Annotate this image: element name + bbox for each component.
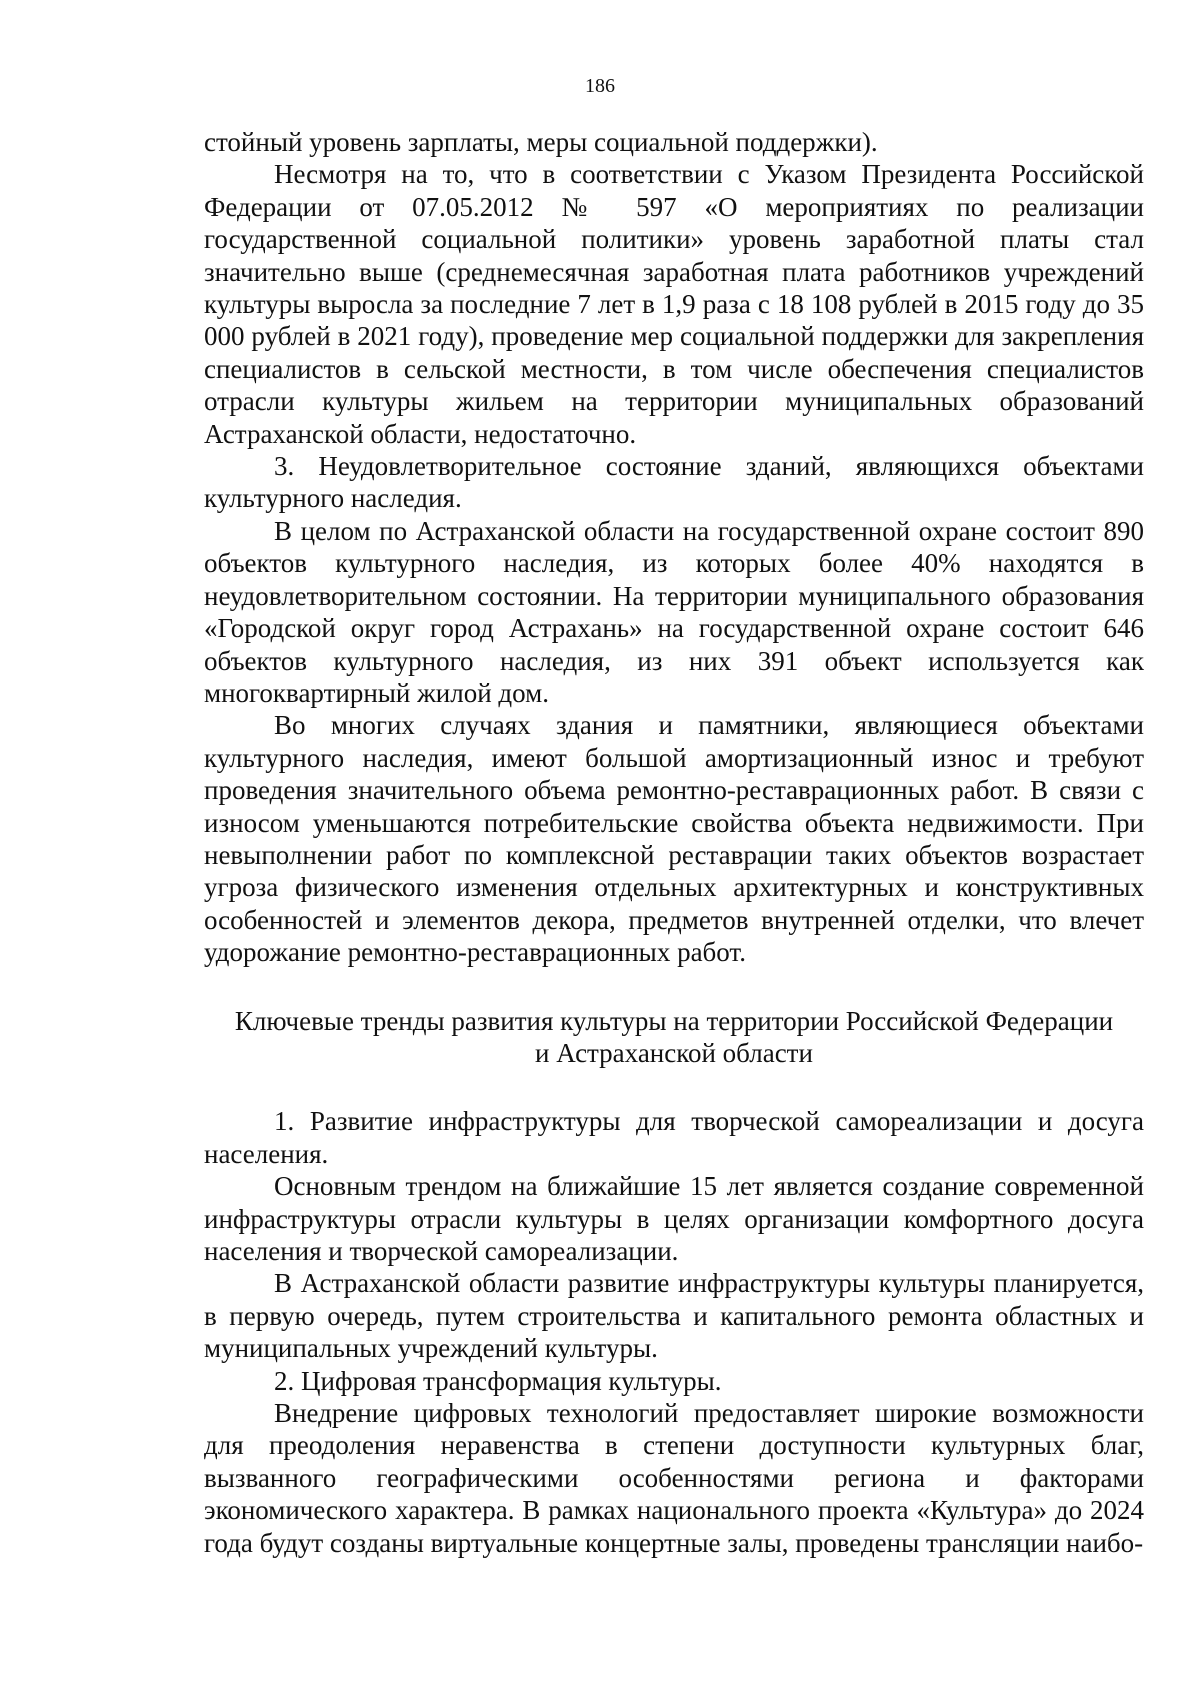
section-heading-line-2: и Астраханской области — [535, 1037, 813, 1068]
paragraph-trend-2: 2. Цифровая трансформация культуры. — [274, 1365, 722, 1396]
paragraph-trend-1: 1. Развитие инфраструктуры для творческой самореализации и досуга населения. — [204, 1106, 1144, 1169]
paragraph-item-3: 3. Неудовлетворительное состояние зданий, являющихся объектами культурного наследия. — [204, 451, 1144, 514]
paragraph-digital: Внедрение цифровых технологий предоставляет широкие возможности для преодоления неравенства в степени доступности культурных благ, вызванного географическими особенностями региона и факторами экономического характера. В рамках национального проекта «Культура» до 2024 года будут созданы виртуальные концертные залы, проведены трансляции наибо- — [204, 1398, 1144, 1558]
page-number: 186 — [585, 75, 615, 97]
paragraph-heritage-objects: В целом по Астраханской области на государственной охране состоит 890 объектов культурного наследия, из которых более 40% находятся в неудовлетворительном состоянии. На территории муниципального образования «Городской округ город Астрахань» на государственной охране состоит 646 объектов культурного наследия, из них 391 объект используется как многоквартирный жилой дом. — [204, 515, 1144, 708]
paragraph-salary: Несмотря на то, что в соответствии с Указом Президента Российской Федерации от 07.05.2012 № 597 «О мероприятиях по реализации государственной социальной политики» уровень заработной платы стал значительно выше (среднемесячная заработная плата работников учреждений культуры выросла за последние 7 лет в 1,9 раза с 18 108 рублей в 2015 году до 35 000 рублей в 2021 году), проведение мер социальной поддержки для закрепления специалистов в сельской местности, в том числе обеспечения специалистов отрасли культуры жильем на территории муниципальных образований Астраханской области, недостаточно. — [204, 159, 1144, 449]
section-heading — [204, 1005, 1144, 1070]
document-body — [204, 126, 1144, 1559]
paragraph-continuation: стойный уровень зарплаты, меры социальной поддержки). — [204, 127, 878, 157]
section-heading-line-1: Ключевые тренды развития культуры на территории Российской Федерации — [234, 1005, 1114, 1036]
paragraph-restoration: Во многих случаях здания и памятники, являющиеся объектами культурного наследия, имеют большой амортизационный износ и требуют проведения значительного объема ремонтно-реставрационных работ. В связи с износом уменьшаются потребительские свойства объекта недвижимости. При невыполнении работ по комплексной реставрации таких объектов возрастает угроза физического изменения отдельных архитектурных и конструктивных особенностей и элементов декора, предметов внутренней отделки, что влечет удорожание ремонтно-реставрационных работ. — [204, 710, 1144, 968]
paragraph-main-trend: Основным трендом на ближайшие 15 лет является создание современной инфраструктуры отрасли культуры в целях организации комфортного досуга населения и творческой самореализации. — [204, 1171, 1144, 1266]
paragraph-infrastructure: В Астраханской области развитие инфраструктуры культуры планируется, в первую очередь, путем строительства и капитального ремонта областных и муниципальных учреждений культуры. — [204, 1268, 1144, 1364]
